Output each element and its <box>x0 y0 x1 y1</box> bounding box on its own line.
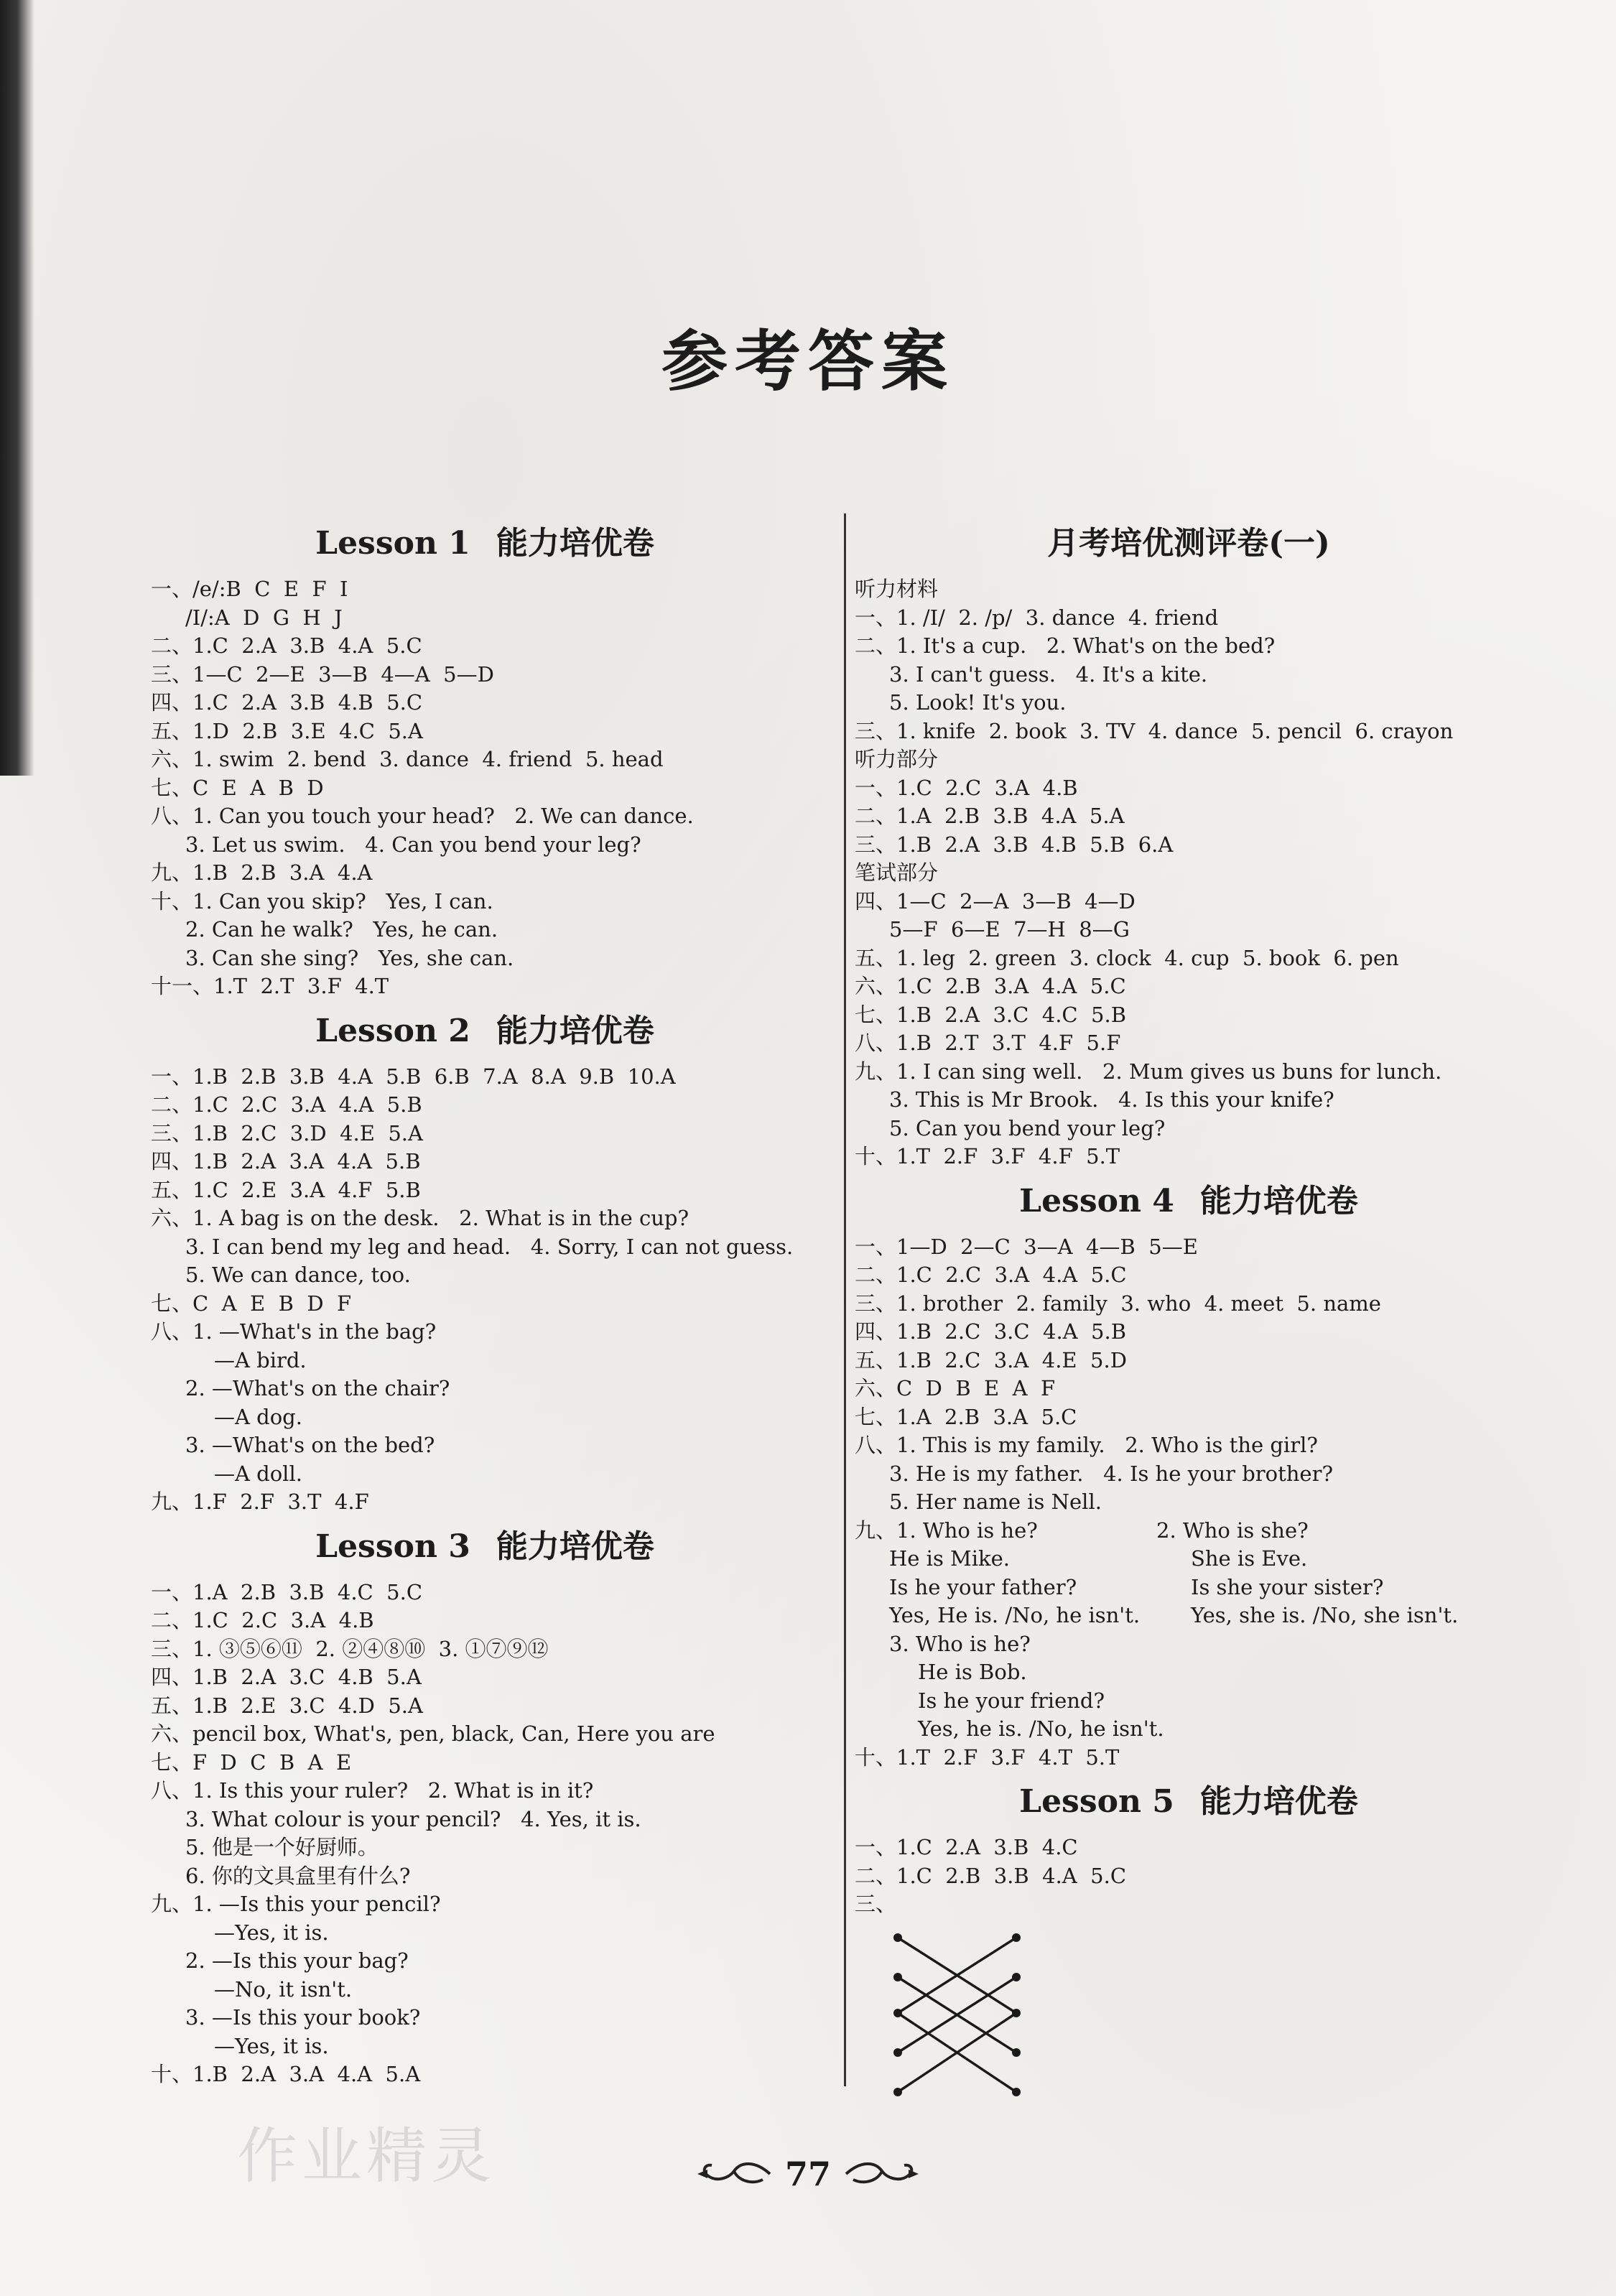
lesson3-heading <box>151 1525 819 1568</box>
q9-right: She is Eve. <box>1191 1546 1308 1571</box>
q9-row <box>855 1517 1523 1546</box>
q9-right: Yes, she is. /No, she isn't. <box>1191 1603 1459 1627</box>
matching-lines-figure <box>883 1923 1041 2117</box>
answer-line: 十、1.T 2.F 3.F 4.F 5.T <box>855 1144 1120 1168</box>
answer-line: —No, it isn't. <box>214 1976 353 2002</box>
lesson5-heading <box>855 1780 1523 1823</box>
answer-line: 三、1—C 2—E 3—B 4—A 5—D <box>151 661 494 687</box>
answer-line: 3. I can bend my leg and head. 4. Sorry, I can not guess. <box>185 1234 794 1259</box>
match-dot <box>1012 2009 1021 2017</box>
answer-line: 六、pencil box, What's, pen, black, Can, Here you are <box>151 1721 715 1746</box>
answer-line: 十、1. Can you skip? Yes, I can. <box>151 888 493 914</box>
answer-line: —Yes, it is. <box>214 1920 329 1945</box>
answer-line: 3. What colour is your pencil? 4. Yes, it is. <box>185 1806 641 1831</box>
answer-line: 2. —Is this your bag? <box>185 1948 409 1973</box>
answer-line: 六、C D B E A F <box>855 1376 1056 1400</box>
answer-line: 听力材料 <box>855 577 939 601</box>
answer-line: 五、1.D 2.B 3.E 4.C 5.A <box>151 718 423 743</box>
answer-line: 听力部分 <box>855 747 939 771</box>
answer-line: 一、1.C 2.C 3.A 4.B <box>855 775 1078 800</box>
answer-line: 一、1.B 2.B 3.B 4.A 5.B 6.B 7.A 8.A 9.B 10.A <box>151 1064 676 1089</box>
monthly-test-answers <box>855 575 1523 1171</box>
answer-line: 九、1.B 2.B 3.A 4.A <box>151 860 373 885</box>
right-ornament-icon <box>842 2158 921 2190</box>
answer-line: 七、1.A 2.B 3.A 5.C <box>855 1404 1077 1429</box>
answer-line: 一、1.A 2.B 3.B 4.C 5.C <box>151 1579 423 1604</box>
monthly-test-heading: 月考培优测评卷(一) <box>1047 525 1330 562</box>
answer-line: 2. —What's on the chair? <box>185 1376 450 1400</box>
answer-line: 笔试部分 <box>855 860 939 885</box>
q9-row <box>855 1602 1523 1630</box>
answer-line: 一、1. /I/ 2. /p/ 3. dance 4. friend <box>855 605 1219 630</box>
lesson2-heading <box>151 1010 819 1053</box>
answer-line: 三、1.B 2.C 3.D 4.E 5.A <box>151 1120 423 1145</box>
answer-line: 3. Who is he? <box>889 1631 1031 1656</box>
answer-line: 一、1.C 2.A 3.B 4.C <box>855 1835 1078 1859</box>
answer-line: 2. Can he walk? Yes, he can. <box>185 917 498 942</box>
answer-line: 三、1.B 2.A 3.B 4.B 5.B 6.A <box>855 832 1174 857</box>
section-subtitle: 能力培优卷 <box>496 525 654 562</box>
section-title: Lesson 1 <box>315 525 470 562</box>
page-title: 参考答案 <box>661 322 955 400</box>
answer-line: Is he your friend? <box>918 1688 1105 1713</box>
answer-line: 五、1.B 2.C 3.A 4.E 5.D <box>855 1347 1127 1372</box>
q9-right: 2. Who is she? <box>1156 1518 1309 1543</box>
answer-line: 四、1.B 2.A 3.A 4.A 5.B <box>151 1149 421 1173</box>
answer-line: 二、1.C 2.B 3.B 4.A 5.C <box>855 1863 1127 1888</box>
q9-left: 九、1. Who is he? <box>855 1518 1038 1543</box>
lesson2-answers <box>151 1063 819 1517</box>
match-dot <box>893 1933 902 1942</box>
answer-line: —A doll. <box>214 1461 302 1486</box>
answer-line: 十、1.B 2.A 3.A 4.A 5.A <box>151 2062 421 2086</box>
match-dot <box>893 2088 902 2096</box>
answer-line: 三、1. ③⑤⑥⑪ 2. ②④⑧⑩ 3. ①⑦⑨⑫ <box>151 1636 549 1661</box>
match-dot <box>893 1973 902 1981</box>
q9-left: Yes, He is. /No, he isn't. <box>889 1603 1141 1627</box>
answer-line: 四、1.B 2.C 3.C 4.A 5.B <box>855 1319 1127 1344</box>
watermark: 作业精灵 <box>237 2121 496 2191</box>
answer-line: 一、/e/:B C E F I <box>151 577 348 601</box>
answer-line: 6. 你的文具盒里有什么? <box>185 1863 411 1888</box>
answer-line: 3. Can she sing? Yes, she can. <box>185 945 514 970</box>
answer-line: He is Bob. <box>918 1660 1027 1684</box>
q9-right: Is she your sister? <box>1191 1574 1384 1599</box>
lesson1-heading <box>151 522 819 565</box>
answer-line: 八、1. —What's in the bag? <box>151 1319 437 1344</box>
answer-line: 七、C E A B D <box>151 775 324 800</box>
lesson4-answers <box>855 1233 1523 1772</box>
answer-line: Yes, he is. /No, he isn't. <box>918 1716 1164 1741</box>
answer-line: 四、1.B 2.A 3.C 4.B 5.A <box>151 1665 422 1689</box>
answer-line: 九、1.F 2.F 3.T 4.F <box>151 1489 369 1514</box>
answer-line: 十、1.T 2.F 3.F 4.T 5.T <box>855 1744 1120 1770</box>
match-dot <box>1012 1973 1021 1981</box>
answer-line: —Yes, it is. <box>214 2033 329 2058</box>
answer-line: 5—F 6—E 7—H 8—G <box>889 917 1130 942</box>
q9-row <box>855 1545 1523 1574</box>
answer-line: —A dog. <box>214 1404 302 1429</box>
answer-line: 5. Can you bend your leg? <box>889 1115 1166 1140</box>
right-column <box>855 513 1523 2117</box>
answer-line: 二、1. It's a cup. 2. What's on the bed? <box>855 633 1276 658</box>
left-ornament-icon <box>695 2158 774 2190</box>
answer-line: 3. —Is this your book? <box>185 2005 421 2030</box>
match-dot <box>893 2009 902 2017</box>
left-column <box>151 513 819 2089</box>
answer-line: 八、1. Is this your ruler? 2. What is in it? <box>151 1778 594 1803</box>
lesson1-answers <box>151 575 819 1001</box>
page-number-ornament <box>695 2155 921 2193</box>
lesson5-answers <box>855 1833 1523 2117</box>
page-number: 77 <box>784 2155 831 2193</box>
answer-line: 三、 <box>855 1892 897 1916</box>
page-footer <box>0 2155 1616 2193</box>
match-dot <box>1012 2048 1021 2057</box>
answer-line: —A bird. <box>214 1347 307 1372</box>
answer-line: 3. This is Mr Brook. 4. Is this your knife? <box>889 1087 1334 1112</box>
match-dot <box>1012 2088 1021 2096</box>
section-title: Lesson 2 <box>315 1012 470 1049</box>
answer-line: 3. —What's on the bed? <box>185 1433 435 1457</box>
section-subtitle: 能力培优卷 <box>1199 1182 1358 1219</box>
answer-line: 二、1.C 2.C 3.A 4.B <box>151 1608 374 1632</box>
answer-line: 九、1. —Is this your pencil? <box>151 1892 441 1916</box>
answer-line: 二、1.C 2.C 3.A 4.A 5.C <box>855 1263 1127 1287</box>
column-divider <box>844 513 846 2086</box>
answer-line: 九、1. I can sing well. 2. Mum gives us buns for lunch. <box>855 1059 1442 1084</box>
answer-line: /I/:A D G H J <box>185 605 343 630</box>
answer-line: 四、1.C 2.A 3.B 4.B 5.C <box>151 690 423 715</box>
section-title: Lesson 4 <box>1019 1182 1174 1219</box>
answer-line: 八、1. Can you touch your head? 2. We can dance. <box>151 804 694 828</box>
answer-line: 3. He is my father. 4. Is he your brother? <box>889 1461 1333 1486</box>
answer-line: 二、1.A 2.B 3.B 4.A 5.A <box>855 804 1125 828</box>
match-dot <box>1012 1933 1021 1942</box>
answer-line: 八、1.B 2.T 3.T 4.F 5.F <box>855 1031 1121 1055</box>
answer-line: 5. We can dance, too. <box>185 1263 411 1287</box>
answer-line: 五、1.C 2.E 3.A 4.F 5.B <box>151 1177 421 1202</box>
answer-line: 七、1.B 2.A 3.C 4.C 5.B <box>855 1002 1127 1027</box>
answer-line: 三、1. brother 2. family 3. who 4. meet 5. name <box>855 1291 1381 1316</box>
answer-line: 二、1.C 2.A 3.B 4.A 5.C <box>151 633 422 658</box>
answer-line: 三、1. knife 2. book 3. TV 4. dance 5. pencil 6. crayon <box>855 718 1454 743</box>
answer-line: 五、1. leg 2. green 3. clock 4. cup 5. book 6. pen <box>855 945 1399 970</box>
section-title: Lesson 3 <box>315 1528 470 1565</box>
answer-line: 四、1—C 2—A 3—B 4—D <box>855 888 1136 914</box>
answer-line: 5. 他是一个好厨师。 <box>185 1835 379 1859</box>
answer-line: 六、1. A bag is on the desk. 2. What is in the cup? <box>151 1206 689 1230</box>
answer-line: 六、1.C 2.B 3.A 4.A 5.C <box>855 974 1126 998</box>
q9-row <box>855 1574 1523 1602</box>
answer-line: 3. Let us swim. 4. Can you bend your leg? <box>185 832 641 857</box>
answer-line: 二、1.C 2.C 3.A 4.A 5.B <box>151 1092 422 1117</box>
lesson3-answers <box>151 1579 819 2089</box>
answer-line: 十一、1.T 2.T 3.F 4.T <box>151 974 389 998</box>
section-subtitle: 能力培优卷 <box>496 1012 654 1049</box>
answer-line: 5. Her name is Nell. <box>889 1489 1102 1514</box>
answer-line: 3. I can't guess. 4. It's a kite. <box>889 661 1208 687</box>
answer-line: 五、1.B 2.E 3.C 4.D 5.A <box>151 1693 423 1718</box>
answer-line: 一、1—D 2—C 3—A 4—B 5—E <box>855 1234 1198 1259</box>
section-subtitle: 能力培优卷 <box>1199 1783 1358 1820</box>
answer-line: 5. Look! It's you. <box>889 690 1067 715</box>
section-title: Lesson 5 <box>1019 1783 1174 1820</box>
match-dot <box>893 2048 902 2057</box>
answer-line: 六、1. swim 2. bend 3. dance 4. friend 5. head <box>151 747 664 771</box>
section-subtitle: 能力培优卷 <box>496 1528 654 1565</box>
answer-line: 七、F D C B A E <box>151 1749 352 1775</box>
q9-left: He is Mike. <box>889 1546 1010 1571</box>
answer-line: 七、C A E B D F <box>151 1291 352 1316</box>
q9-left: Is he your father? <box>889 1574 1077 1599</box>
answer-line: 八、1. This is my family. 2. Who is the girl? <box>855 1433 1318 1457</box>
lesson4-heading <box>855 1180 1523 1223</box>
